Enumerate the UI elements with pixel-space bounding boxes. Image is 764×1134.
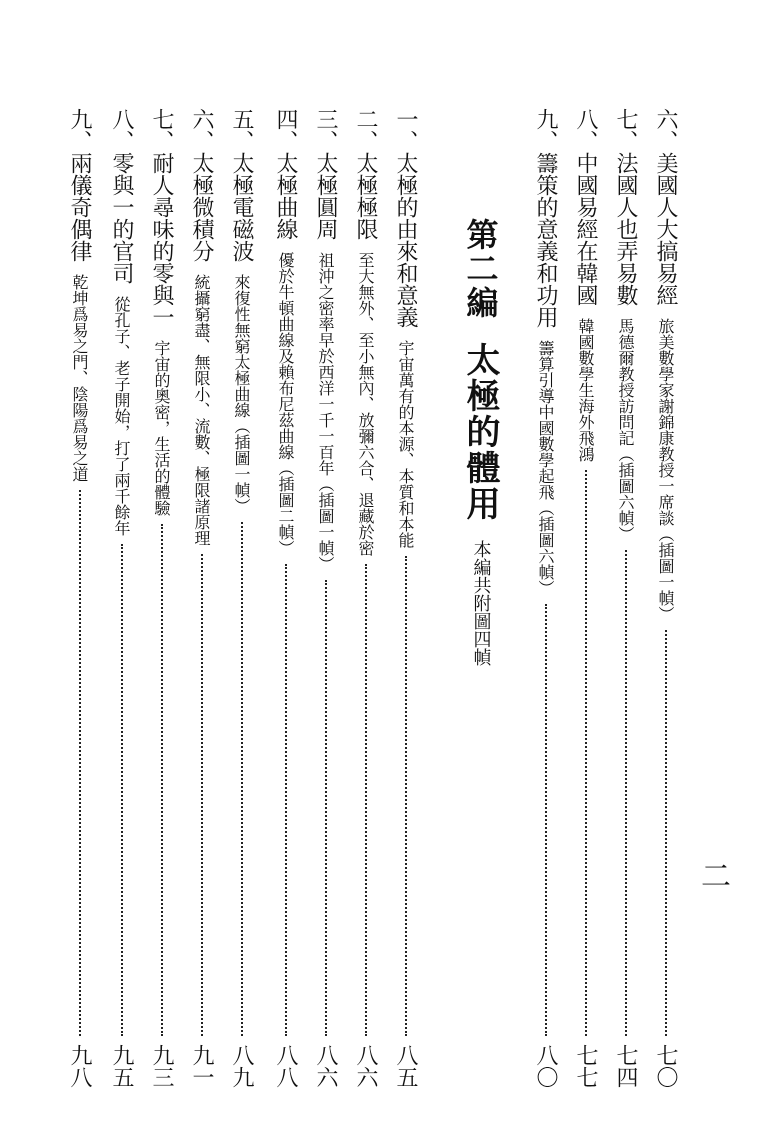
toc-entry-r9[interactable] <box>530 108 561 1088</box>
toc-entry-l5[interactable] <box>226 108 257 1088</box>
leader-dots <box>285 564 287 1036</box>
entry-title: 中國易經在韓國 <box>573 152 598 306</box>
toc-entry-l1[interactable] <box>390 108 421 1088</box>
entry-page: 八六 <box>313 1044 338 1088</box>
leader-dots <box>625 550 627 1036</box>
entry-page: 九三 <box>149 1044 174 1088</box>
entry-number: 七、 <box>149 108 174 152</box>
entry-number: 三、 <box>313 108 338 152</box>
entry-number: 七、 <box>613 108 638 152</box>
entry-page: 七四 <box>613 1044 638 1088</box>
entry-page: 八八 <box>273 1044 298 1088</box>
entry-title: 零與一的官司 <box>109 152 134 284</box>
entry-title: 太極極限 <box>353 152 378 240</box>
entry-title: 太極電磁波 <box>229 152 254 262</box>
toc-entry-l6[interactable] <box>186 108 217 1088</box>
entry-number: 六、 <box>189 108 214 152</box>
part-title: 太極的體用 <box>460 342 500 522</box>
toc-entry-l9[interactable] <box>64 108 95 1088</box>
entry-subtitle: 祖沖之密率早於西洋一千一百年（插圖一幀） <box>316 252 335 572</box>
entry-title: 法國人也弄易數 <box>613 152 638 306</box>
part-note: 本編共附圖四幀 <box>470 540 492 666</box>
entry-subtitle: 從孔子、老子開始，打了兩千餘年 <box>112 296 131 536</box>
entry-title: 太極圓周 <box>313 152 338 240</box>
toc-entry-l4[interactable] <box>270 108 301 1088</box>
leader-dots <box>161 524 163 1036</box>
entry-subtitle: 乾坤爲易之門、陰陽爲易之道 <box>70 274 89 482</box>
entry-page: 七〇 <box>653 1044 678 1088</box>
entry-number: 四、 <box>273 108 298 152</box>
entry-subtitle: 優於牛頓曲線及賴布尼茲曲線（插圖二幀） <box>276 252 295 556</box>
entry-number: 九、 <box>67 108 92 152</box>
entry-number: 八、 <box>109 108 134 152</box>
entry-subtitle: 籌算引導中國數學起飛（插圖六幀） <box>536 340 555 596</box>
entry-page: 八九 <box>229 1044 254 1088</box>
leader-dots <box>545 604 547 1036</box>
entry-subtitle: 宇宙的奧密，生活的體驗 <box>152 340 171 516</box>
entry-subtitle: 統攝窮盡、無限小、流數、極限諸原理 <box>192 274 211 546</box>
leader-dots <box>665 630 667 1036</box>
entry-title: 兩儀奇偶律 <box>67 152 92 262</box>
leader-dots <box>585 470 587 1036</box>
toc-entry-r8[interactable] <box>570 108 601 1088</box>
leader-dots <box>241 522 243 1036</box>
toc-entry-l2[interactable] <box>350 108 381 1088</box>
leader-dots <box>79 490 81 1036</box>
entry-page: 八五 <box>393 1044 418 1088</box>
entry-number: 五、 <box>229 108 254 152</box>
entry-subtitle: 馬德爾教授訪問記（插圖六幀） <box>616 318 635 542</box>
entry-number: 一、 <box>393 108 418 152</box>
entry-title: 太極微積分 <box>189 152 214 262</box>
leader-dots <box>325 580 327 1036</box>
entry-number: 九、 <box>533 108 558 152</box>
entry-page: 九八 <box>67 1044 92 1088</box>
entry-title: 美國人大搞易經 <box>653 152 678 306</box>
entry-title: 太極曲線 <box>273 152 298 240</box>
entry-number: 六、 <box>653 108 678 152</box>
entry-subtitle: 至大無外、至小無內、放彌六合、退藏於密 <box>356 252 375 556</box>
entry-subtitle: 來復性無窮太極曲線（插圖一幀） <box>232 274 251 514</box>
entry-subtitle: 韓國數學生海外飛鴻 <box>576 318 595 462</box>
toc-entry-r6[interactable] <box>650 108 681 1088</box>
leader-dots <box>121 544 123 1036</box>
entry-page: 九五 <box>109 1044 134 1088</box>
entry-page: 八六 <box>353 1044 378 1088</box>
toc-entry-l7[interactable] <box>146 108 177 1088</box>
entry-subtitle: 旅美數學家謝錦康教授一席談（插圖一幀） <box>656 318 675 622</box>
page-folio: 二 <box>695 860 730 890</box>
leader-dots <box>201 554 203 1036</box>
entry-page: 九一 <box>189 1044 214 1088</box>
toc-entry-r7[interactable] <box>610 108 641 1088</box>
entry-title: 太極的由來和意義 <box>393 152 418 328</box>
leader-dots <box>365 564 367 1036</box>
entry-page: 八〇 <box>533 1044 558 1088</box>
leader-dots <box>405 556 407 1036</box>
toc-entry-l3[interactable] <box>310 108 341 1088</box>
part-heading <box>456 218 505 666</box>
entry-number: 八、 <box>573 108 598 152</box>
part-number: 第二編 <box>461 218 500 320</box>
entry-page: 七七 <box>573 1044 598 1088</box>
toc-entry-l8[interactable] <box>106 108 137 1088</box>
entry-subtitle: 宇宙萬有的本源、本質和本能 <box>396 340 415 548</box>
entry-number: 二、 <box>353 108 378 152</box>
entry-title: 耐人尋味的零與一 <box>149 152 174 328</box>
entry-title: 籌策的意義和功用 <box>533 152 558 328</box>
